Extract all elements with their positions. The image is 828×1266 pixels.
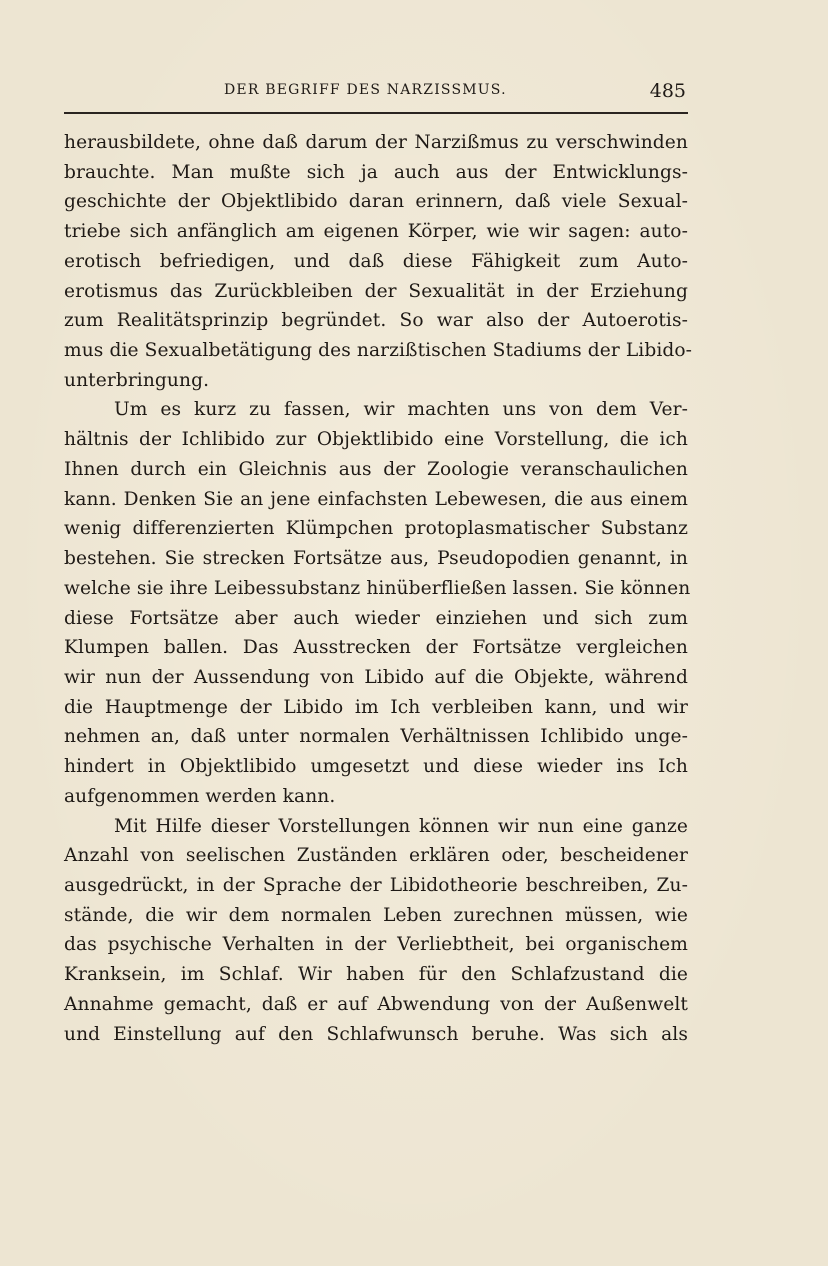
text-line: zum Realitätsprinzip begründet. So war also der Autoerotis- (64, 310, 688, 332)
running-head: DER BEGRIFF DES NARZISSMUS. (224, 82, 507, 98)
page-number: 485 (649, 80, 686, 102)
text-line: Klumpen ballen. Das Ausstrecken der Fortsätze vergleichen (64, 637, 688, 659)
text-line: triebe sich anfänglich am eigenen Körper, wie wir sagen: auto- (64, 221, 688, 243)
text-line: unterbringung. (64, 369, 210, 391)
text-line: Annahme gemacht, daß er auf Abwendung von der Außenwelt (64, 993, 688, 1015)
text-line: und Einstellung auf den Schlafwunsch beruhe. Was sich als (64, 1023, 688, 1045)
text-line: hältnis der Ichlibido zur Objektlibido eine Vorstellung, die ich (64, 429, 688, 451)
text-line: Mit Hilfe dieser Vorstellungen können wir nun eine ganze (114, 815, 688, 837)
text-line: das psychische Verhalten in der Verliebtheit, bei organischem (64, 934, 688, 956)
text-line: Um es kurz zu fassen, wir machten uns von dem Ver- (114, 399, 688, 421)
text-line: die Hauptmenge der Libido im Ich verbleiben kann, und wir (64, 696, 688, 718)
text-line: kann. Denken Sie an jene einfachsten Lebewesen, die aus einem (64, 488, 688, 510)
text-line: welche sie ihre Leibessubstanz hinüberfließen lassen. Sie können (64, 577, 691, 599)
text-line: diese Fortsätze aber auch wieder einziehen und sich zum (64, 607, 688, 629)
text-line: brauchte. Man mußte sich ja auch aus der Entwicklungs- (64, 161, 688, 183)
text-line: geschichte der Objektlibido daran erinnern, daß viele Sexual- (64, 191, 688, 213)
text-line: Anzahl von seelischen Zuständen erklären oder, bescheidener (64, 845, 688, 867)
text-line: Ihnen durch ein Gleichnis aus der Zoologie veranschaulichen (64, 458, 688, 480)
text-line: wenig differenzierten Klümpchen protoplasmatischer Substanz (64, 518, 688, 540)
text-line: erotisch befriedigen, und daß diese Fähigkeit zum Auto- (64, 250, 688, 272)
text-line: wir nun der Aussendung von Libido auf die Objekte, während (64, 666, 688, 688)
text-line: erotismus das Zurückbleiben der Sexualität in der Erziehung (64, 280, 688, 302)
text-line: mus die Sexualbetätigung des narzißtischen Stadiums der Libido- (64, 340, 693, 362)
text-line: herausbildete, ohne daß darum der Narzißmus zu verschwinden (64, 132, 688, 153)
body-text (64, 128, 693, 1049)
text-line: ausgedrückt, in der Sprache der Libidotheorie beschreiben, Zu- (64, 874, 688, 896)
text-line: nehmen an, daß unter normalen Verhältnissen Ichlibido unge- (64, 726, 688, 748)
text-line: aufgenommen werden kann. (64, 785, 336, 807)
page-header (64, 78, 688, 114)
text-line: stände, die wir dem normalen Leben zurechnen müssen, wie (64, 904, 688, 926)
text-line: bestehen. Sie strecken Fortsätze aus, Pseudopodien genannt, in (64, 548, 688, 570)
text-line: hindert in Objektlibido umgesetzt und diese wieder ins Ich (64, 756, 688, 778)
text-line: Kranksein, im Schlaf. Wir haben für den Schlafzustand die (64, 964, 688, 986)
